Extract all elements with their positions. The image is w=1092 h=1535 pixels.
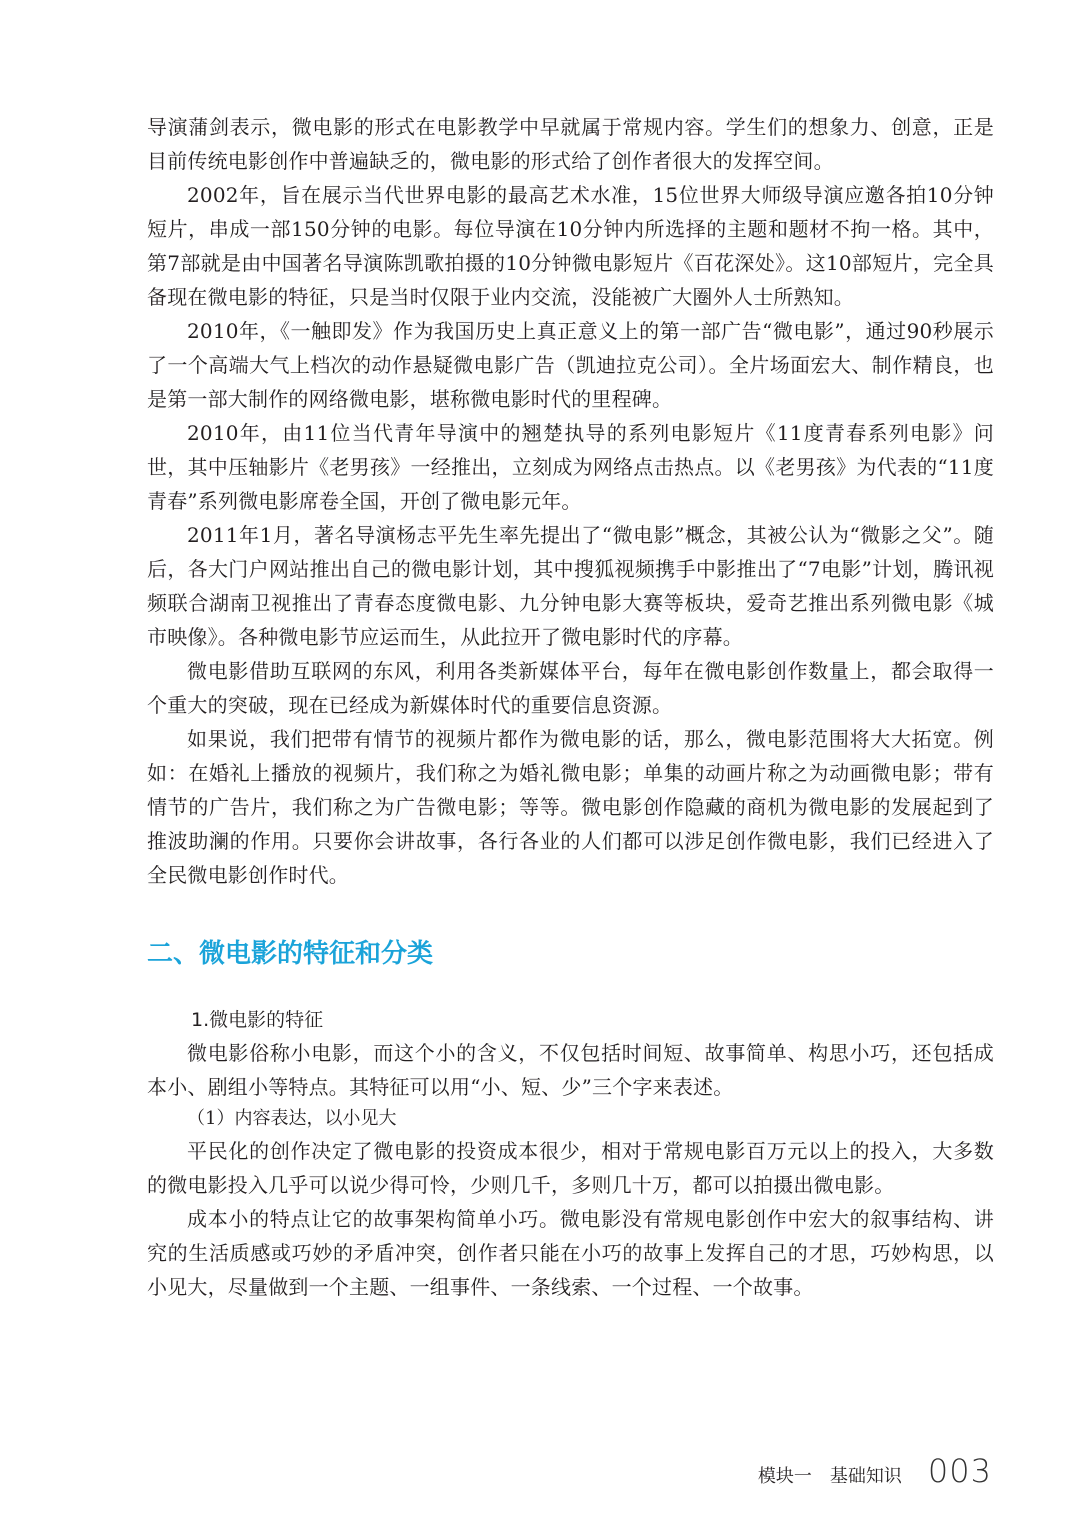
paragraph: 微电影借助互联网的东风，利用各类新媒体平台，每年在微电影创作数量上，都会取得一个重大的突破，现在已经成为新媒体时代的重要信息资源。 [147, 659, 994, 717]
footer-module-label: 模块一 [757, 1466, 812, 1487]
page-footer [758, 1452, 992, 1490]
sub-heading: 1.微电影的特征 [191, 1009, 324, 1031]
paragraph: 2011年1月，著名导演杨志平先生率先提出了“微电影”概念，其被公认为“微影之父”。随后，各大门户网站推出自己的微电影计划，其中搜狐视频携手中影推出了“7电影”计划，腾讯视频联合湖南卫视推出了青春态度微电影、九分钟电影大赛等板块，爱奇艺推出系列微电影《城市映像》。各种微电影节应运而生，从此拉开了微电影时代的序幕。 [147, 523, 994, 649]
paragraph: 2010年，由11位当代青年导演中的翘楚执导的系列电影短片《11度青春系列电影》问世，其中压轴影片《老男孩》一经推出，立刻成为网络点击热点。以《老男孩》为代表的“11度青春”系列微电影席卷全国，开创了微电影元年。 [147, 421, 994, 513]
paragraph: 2002年，旨在展示当代世界电影的最高艺术水准，15位世界大师级导演应邀各拍10分钟短片，串成一部150分钟的电影。每位导演在10分钟内所选择的主题和题材不拘一格。其中，第7部就是由中国著名导演陈凯歌拍摄的10分钟微电影短片《百花深处》。这10部短片，完全具备现在微电影的特征，只是当时仅限于业内交流，没能被广大圈外人士所熟知。 [147, 183, 994, 309]
paragraph: 如果说，我们把带有情节的视频片都作为微电影的话，那么，微电影范围将大大拓宽。例如：在婚礼上播放的视频片，我们称之为婚礼微电影；单集的动画片称之为动画微电影；带有情节的广告片，我们称之为广告微电影；等等。微电影创作隐藏的商机为微电影的发展起到了推波助澜的作用。只要你会讲故事，各行各业的人们都可以涉足创作微电影，我们已经进入了全民微电影创作时代。 [147, 727, 994, 887]
page-content [147, 110, 994, 1304]
paragraph: 导演蒲剑表示，微电影的形式在电影教学中早就属于常规内容。学生们的想象力、创意，正是目前传统电影创作中普遍缺乏的，微电影的形式给了创作者很大的发挥空间。 [147, 115, 994, 173]
page-number: 003 [927, 1452, 992, 1490]
footer-chapter-title: 基础知识 [829, 1466, 902, 1487]
paragraph: 2010年，《一触即发》作为我国历史上真正意义上的第一部广告“微电影”，通过90秒展示了一个高端大气上档次的动作悬疑微电影广告（凯迪拉克公司）。全片场面宏大、制作精良，也是第一部大制作的网络微电影，堪称微电影时代的里程碑。 [147, 319, 994, 411]
item-heading: （1）内容表达，以小见大 [187, 1108, 397, 1129]
paragraph: 微电影俗称小电影，而这个小的含义，不仅包括时间短、故事简单、构思小巧，还包括成本小、剧组小等特点。其特征可以用“小、短、少”三个字来表述。 [147, 1041, 994, 1099]
section-heading: 二、微电影的特征和分类 [147, 939, 434, 969]
paragraph: 平民化的创作决定了微电影的投资成本很少，相对于常规电影百万元以上的投入，大多数的微电影投入几乎可以说少得可怜，少则几千，多则几十万，都可以拍摄出微电影。 [147, 1139, 994, 1197]
paragraph: 成本小的特点让它的故事架构简单小巧。微电影没有常规电影创作中宏大的叙事结构、讲究的生活质感或巧妙的矛盾冲突，创作者只能在小巧的故事上发挥自己的才思，巧妙构思，以小见大，尽量做到一个主题、一组事件、一条线索、一个过程、一个故事。 [147, 1207, 994, 1299]
